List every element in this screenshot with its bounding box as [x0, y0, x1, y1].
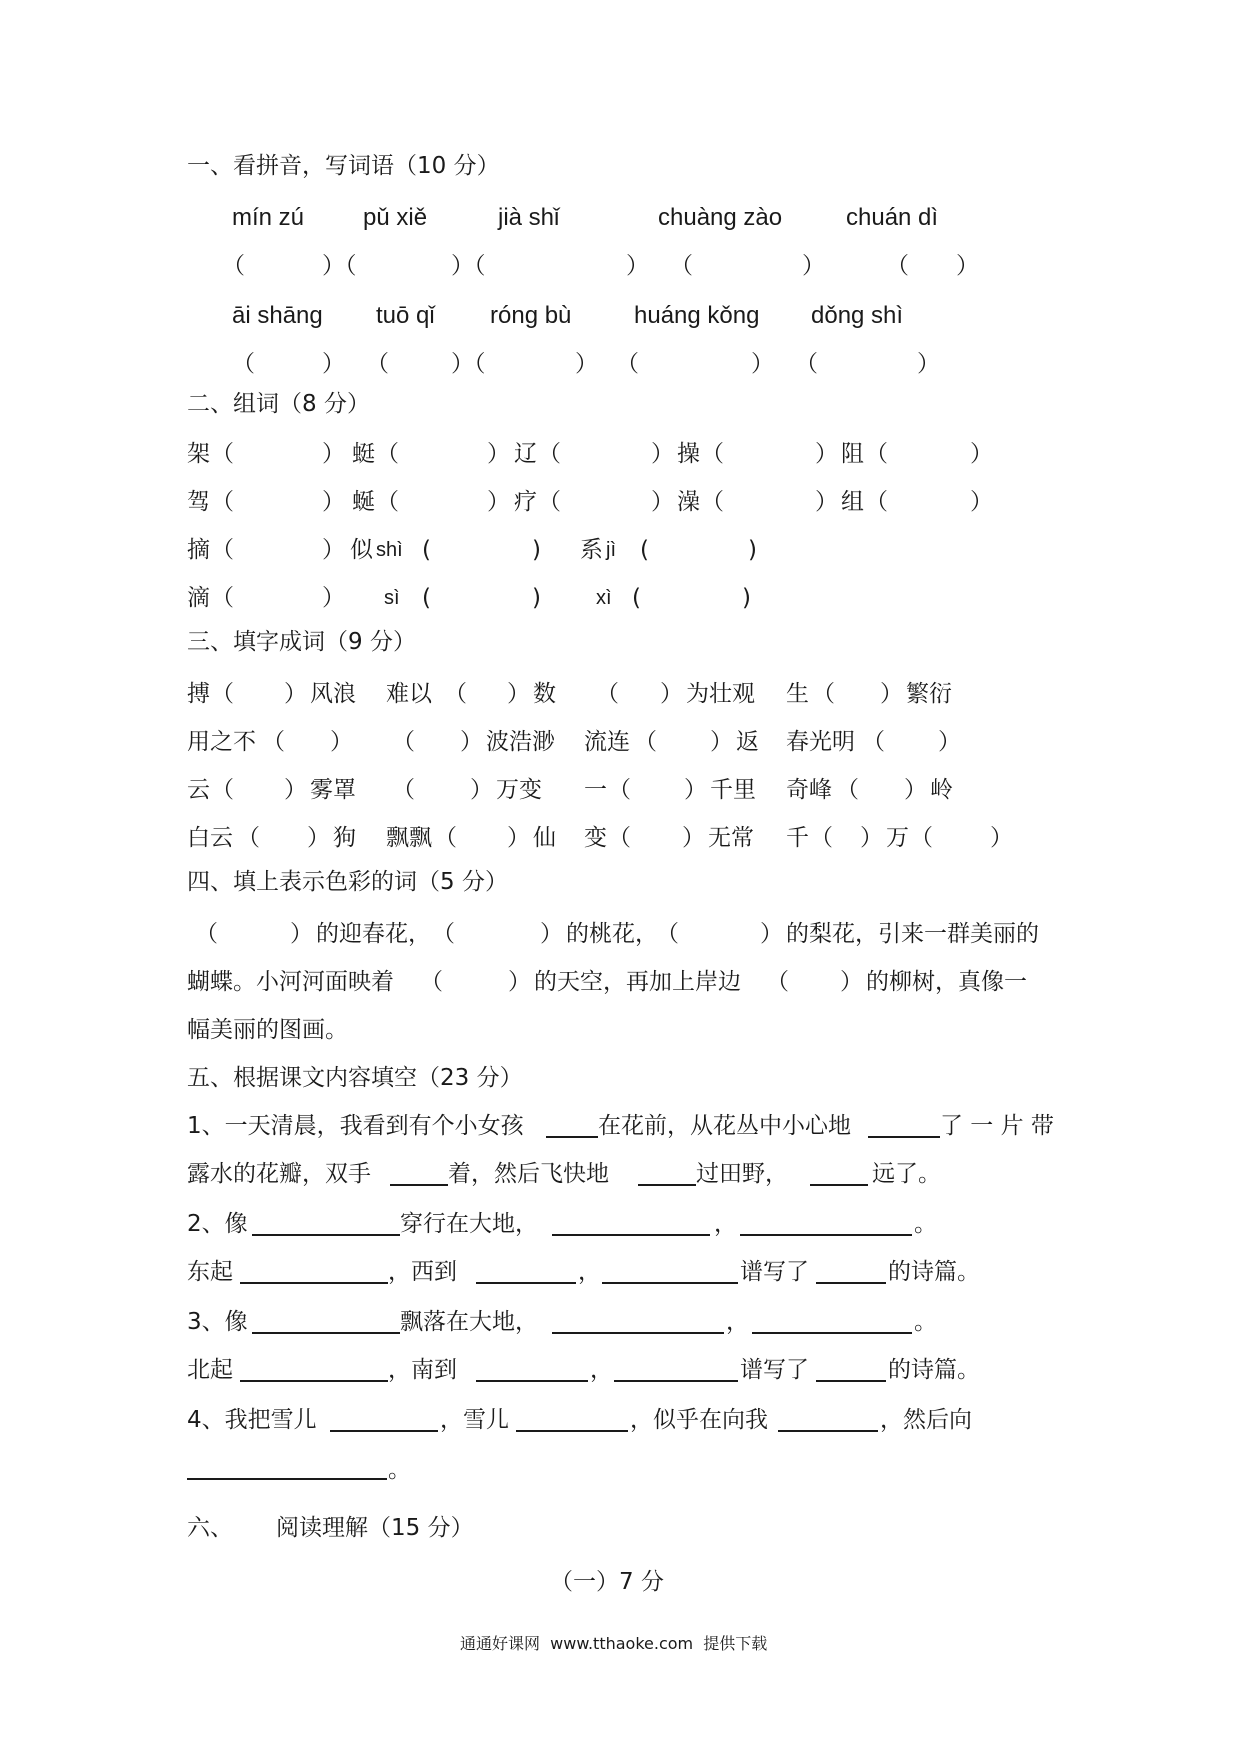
fill-text: ，似乎在向我 [630, 1407, 768, 1433]
idiom-text: 风浪 [310, 681, 356, 707]
fill-text: 的诗篇。 [888, 1357, 980, 1383]
answer-paren[interactable]: （ [701, 489, 724, 515]
char: 疗 [514, 489, 537, 515]
answer-paren[interactable]: （ [237, 825, 260, 851]
answer-paren[interactable]: ） [487, 441, 510, 467]
pinyin: shì [376, 539, 403, 561]
fill-text: 穿行在大地， [400, 1211, 538, 1237]
answer-paren[interactable]: ） [330, 729, 353, 755]
answer-paren[interactable]: ） [840, 969, 863, 995]
fill-text: 东起 [187, 1259, 233, 1285]
answer-paren[interactable]: ） [575, 351, 598, 377]
char: 驾 [187, 489, 210, 515]
idiom-text: 用之不 [187, 729, 256, 755]
char: 摘 [187, 537, 210, 563]
pinyin: pǔ xiě [363, 204, 428, 231]
answer-paren[interactable]: ） [284, 681, 307, 707]
answer-blank[interactable] [778, 1430, 878, 1432]
passage-text: 的梨花，引来一群美丽的 [786, 921, 1039, 947]
answer-blank[interactable] [614, 1380, 738, 1382]
section-5-title: 五、根据课文内容填空（23 分） [187, 1065, 523, 1091]
answer-paren[interactable]: ）（ [451, 253, 486, 279]
answer-paren[interactable]: ） [917, 351, 940, 377]
idiom-text: 奇峰 [786, 777, 832, 803]
answer-paren[interactable]: （ [195, 921, 218, 947]
passage-text: 的迎春花， [316, 921, 431, 947]
pinyin: dǒng shì [811, 302, 904, 329]
answer-paren[interactable]: （ [232, 351, 255, 377]
char: 辽 [514, 441, 537, 467]
idiom-text: 返 [736, 729, 759, 755]
section-3-title: 三、填字成词（9 分） [187, 629, 416, 655]
pinyin: jià shǐ [498, 204, 560, 231]
answer-paren[interactable]: （ [596, 681, 619, 707]
fill-text: ， [578, 1259, 601, 1285]
idiom-text: 飘飘 [386, 825, 432, 851]
answer-paren[interactable]: ） [507, 825, 530, 851]
fill-text: 谱写了 [740, 1357, 809, 1383]
fill-text: 远了。 [872, 1161, 941, 1187]
answer-paren[interactable]: ） [660, 681, 683, 707]
char: 蜒 [352, 489, 375, 515]
answer-paren[interactable]: ） [760, 921, 783, 947]
idiom-text: 变 [584, 825, 607, 851]
answer-blank[interactable] [252, 1234, 400, 1236]
idiom-text: 狗 [333, 825, 356, 851]
fill-text: 的诗篇。 [888, 1259, 980, 1285]
idiom-text: 无常 [708, 825, 754, 851]
char: 系 [580, 537, 603, 563]
idiom-text: 搏 [187, 681, 210, 707]
answer-paren[interactable]: ） [815, 489, 838, 515]
passage-text: 的桃花， [566, 921, 658, 947]
section-1-title: 一、看拼音，写词语（10 分） [187, 153, 500, 179]
answer-paren[interactable]: ） [970, 441, 993, 467]
answer-paren[interactable]: （ [656, 921, 679, 947]
answer-paren[interactable]: ) [532, 585, 541, 611]
answer-blank[interactable] [240, 1282, 388, 1284]
idiom-text: 繁衍 [906, 681, 952, 707]
idiom-text: 千 [786, 825, 809, 851]
idiom-text: 万变 [496, 777, 542, 803]
idiom-text: 春光明 [786, 729, 855, 755]
answer-paren[interactable]: ） [904, 777, 927, 803]
answer-blank[interactable] [476, 1380, 588, 1382]
answer-paren[interactable]: ） [970, 489, 993, 515]
answer-blank[interactable] [330, 1430, 438, 1432]
idiom-text: 岭 [930, 777, 953, 803]
passage-text: 幅美丽的图画。 [187, 1017, 348, 1043]
answer-paren[interactable]: （ [262, 729, 285, 755]
fill-text: 。 [388, 1457, 411, 1483]
passage-text: 蝴蝶。小河河面映着 [187, 969, 394, 995]
idiom-text: 流连 [584, 729, 630, 755]
answer-paren[interactable]: ） [322, 585, 345, 611]
fill-text: ，雪儿 [440, 1407, 509, 1433]
answer-blank[interactable] [390, 1184, 448, 1186]
answer-paren[interactable]: （ [616, 351, 639, 377]
answer-paren[interactable]: ） [322, 537, 345, 563]
answer-paren[interactable]: （ [222, 253, 245, 279]
answer-paren[interactable]: （ [444, 681, 467, 707]
answer-paren[interactable]: ）（ [322, 253, 357, 279]
answer-paren[interactable]: （ [886, 253, 909, 279]
answer-blank[interactable] [740, 1234, 912, 1236]
answer-paren[interactable]: ） [508, 969, 531, 995]
fill-text: 着，然后飞快地 [448, 1161, 609, 1187]
footer-text: 通通好课网 www.tthaoke.com 提供下载 [460, 1634, 768, 1653]
fill-text: ， [714, 1211, 737, 1237]
idiom-text: 为壮观 [686, 681, 755, 707]
section-4-title: 四、填上表示色彩的词（5 分） [187, 869, 508, 895]
pinyin: āi shāng [232, 302, 323, 329]
fill-text: 1、一天清晨，我看到有个小女孩 [187, 1113, 524, 1139]
answer-paren[interactable]: ） [990, 825, 1013, 851]
answer-paren[interactable]: ） [710, 729, 733, 755]
answer-paren[interactable]: （ [836, 777, 859, 803]
answer-blank[interactable] [868, 1136, 940, 1138]
answer-paren[interactable]: ( [632, 585, 641, 611]
answer-blank[interactable] [552, 1332, 724, 1334]
fill-text: ，南到 [388, 1357, 457, 1383]
fill-text: 露水的花瓣，双手 [187, 1161, 371, 1187]
pinyin: chuán dì [846, 204, 939, 231]
idiom-text: 雾罩 [310, 777, 356, 803]
answer-paren[interactable]: （ [538, 441, 561, 467]
answer-paren[interactable]: （ [812, 681, 835, 707]
idiom-text: 一 [584, 777, 607, 803]
answer-blank[interactable] [240, 1380, 388, 1382]
answer-paren[interactable]: ( [640, 537, 649, 563]
fill-text: 4、我把雪儿 [187, 1407, 317, 1433]
answer-paren[interactable]: ） [956, 253, 979, 279]
answer-paren[interactable]: ） [880, 681, 903, 707]
char: 组 [841, 489, 864, 515]
answer-paren[interactable]: ） [460, 729, 483, 755]
answer-paren[interactable]: ） [470, 777, 493, 803]
answer-blank[interactable] [476, 1282, 576, 1284]
answer-blank[interactable] [552, 1234, 710, 1236]
char: 操 [677, 441, 700, 467]
char: 阻 [841, 441, 864, 467]
answer-paren[interactable]: ） [322, 351, 345, 377]
fill-text: 。 [914, 1309, 937, 1335]
answer-paren[interactable]: （ [766, 969, 789, 995]
answer-paren[interactable]: ） [751, 351, 774, 377]
fill-text: 谱写了 [740, 1259, 809, 1285]
answer-paren[interactable]: ( [422, 537, 431, 563]
answer-paren[interactable]: ） [540, 921, 563, 947]
answer-paren[interactable]: （ [608, 825, 631, 851]
answer-paren[interactable]: （ [862, 729, 885, 755]
answer-paren[interactable]: ) [742, 585, 751, 611]
answer-paren[interactable]: （ [376, 489, 399, 515]
answer-blank[interactable] [546, 1136, 598, 1138]
answer-blank[interactable] [187, 1478, 387, 1480]
char: 澡 [677, 489, 700, 515]
idiom-text: 仙 [533, 825, 556, 851]
answer-paren[interactable]: ( [422, 585, 431, 611]
fill-text: 过田野， [696, 1161, 788, 1187]
answer-paren[interactable]: （ [634, 729, 657, 755]
answer-paren[interactable]: （ [910, 825, 933, 851]
answer-paren[interactable]: ） [290, 921, 313, 947]
answer-paren[interactable]: ） [682, 825, 705, 851]
pinyin: xì [596, 587, 612, 609]
pinyin: huáng kǒng [634, 302, 760, 329]
answer-paren[interactable]: （ [211, 777, 234, 803]
answer-paren[interactable]: （ [211, 441, 234, 467]
answer-paren[interactable]: （ [608, 777, 631, 803]
answer-paren[interactable]: ） [507, 681, 530, 707]
answer-paren[interactable]: ） [651, 489, 674, 515]
answer-paren[interactable]: ） [487, 489, 510, 515]
fill-text: 在花前，从花丛中小心地 [598, 1113, 851, 1139]
answer-paren[interactable]: ） [322, 441, 345, 467]
idiom-text: 数 [533, 681, 556, 707]
answer-paren[interactable]: ） [815, 441, 838, 467]
answer-paren[interactable]: ） [860, 825, 883, 851]
answer-paren[interactable]: （ [420, 969, 443, 995]
answer-paren[interactable]: （ [538, 489, 561, 515]
answer-blank[interactable] [252, 1332, 400, 1334]
fill-text: 北起 [187, 1357, 233, 1383]
answer-paren[interactable]: （ [810, 825, 833, 851]
answer-paren[interactable]: ） [322, 489, 345, 515]
idiom-text: 波浩渺 [486, 729, 555, 755]
answer-paren[interactable]: （ [432, 921, 455, 947]
fill-text: ， [590, 1357, 613, 1383]
answer-paren[interactable]: （ [392, 729, 415, 755]
pinyin: chuàng zào [658, 204, 783, 231]
idiom-text: 白云 [187, 825, 233, 851]
pinyin: róng bù [490, 302, 572, 329]
answer-paren[interactable]: （ [211, 585, 234, 611]
answer-paren[interactable]: ） [802, 253, 825, 279]
answer-paren[interactable]: （ [434, 825, 457, 851]
answer-blank[interactable] [516, 1430, 628, 1432]
answer-paren[interactable]: （ [376, 441, 399, 467]
passage-text: 的柳树，真像一 [866, 969, 1027, 995]
idiom-text: 千里 [710, 777, 756, 803]
char: 蜓 [352, 441, 375, 467]
char: 似 [350, 537, 373, 563]
section-6-subtitle: 阅读理解（15 分） [276, 1515, 474, 1541]
answer-paren[interactable]: ) [748, 537, 757, 563]
passage-text: 的天空，再加上岸边 [534, 969, 741, 995]
answer-blank[interactable] [638, 1184, 696, 1186]
pinyin: tuō qǐ [376, 302, 435, 329]
answer-paren[interactable]: （ [795, 351, 818, 377]
answer-paren[interactable]: （ [366, 351, 389, 377]
pinyin: mín zú [232, 204, 305, 231]
fill-text: 3、像 [187, 1309, 248, 1335]
fill-text: ， [726, 1309, 749, 1335]
answer-paren[interactable]: ） [938, 729, 961, 755]
answer-paren[interactable]: （ [211, 681, 234, 707]
pinyin: jì [606, 539, 616, 561]
fill-text: 。 [914, 1211, 937, 1237]
answer-paren[interactable]: ） [284, 777, 307, 803]
section-2-title: 二、组词（8 分） [187, 391, 370, 417]
answer-paren[interactable]: （ [865, 441, 888, 467]
char: 滴 [187, 585, 210, 611]
reading-part-label: （一）7 分 [550, 1569, 664, 1595]
idiom-text: 生 [786, 681, 809, 707]
answer-paren[interactable]: ) [532, 537, 541, 563]
idiom-text: 万 [886, 825, 909, 851]
answer-paren[interactable]: ）（ [451, 351, 486, 377]
answer-blank[interactable] [752, 1332, 912, 1334]
fill-text: 了 一 片 带 [940, 1113, 1054, 1139]
idiom-text: 云 [187, 777, 210, 803]
pinyin: sì [384, 587, 400, 609]
idiom-text: 难以 [386, 681, 432, 707]
fill-text: ，西到 [388, 1259, 457, 1285]
answer-paren[interactable]: （ [701, 441, 724, 467]
answer-paren[interactable]: （ [865, 489, 888, 515]
fill-text: 2、像 [187, 1211, 248, 1237]
answer-paren[interactable]: ） [651, 441, 674, 467]
answer-paren[interactable]: （ [670, 253, 693, 279]
answer-blank[interactable] [602, 1282, 738, 1284]
char: 架 [187, 441, 210, 467]
answer-paren[interactable]: ） [684, 777, 707, 803]
fill-text: ，然后向 [880, 1407, 972, 1433]
section-6-title: 六、 [187, 1515, 233, 1541]
answer-paren[interactable]: ） [626, 253, 649, 279]
answer-paren[interactable]: （ [211, 489, 234, 515]
answer-paren[interactable]: （ [211, 537, 234, 563]
fill-text: 飘落在大地， [400, 1309, 538, 1335]
answer-blank[interactable] [810, 1184, 868, 1186]
answer-blank[interactable] [816, 1282, 886, 1284]
answer-blank[interactable] [816, 1380, 886, 1382]
answer-paren[interactable]: ） [307, 825, 330, 851]
answer-paren[interactable]: （ [392, 777, 415, 803]
